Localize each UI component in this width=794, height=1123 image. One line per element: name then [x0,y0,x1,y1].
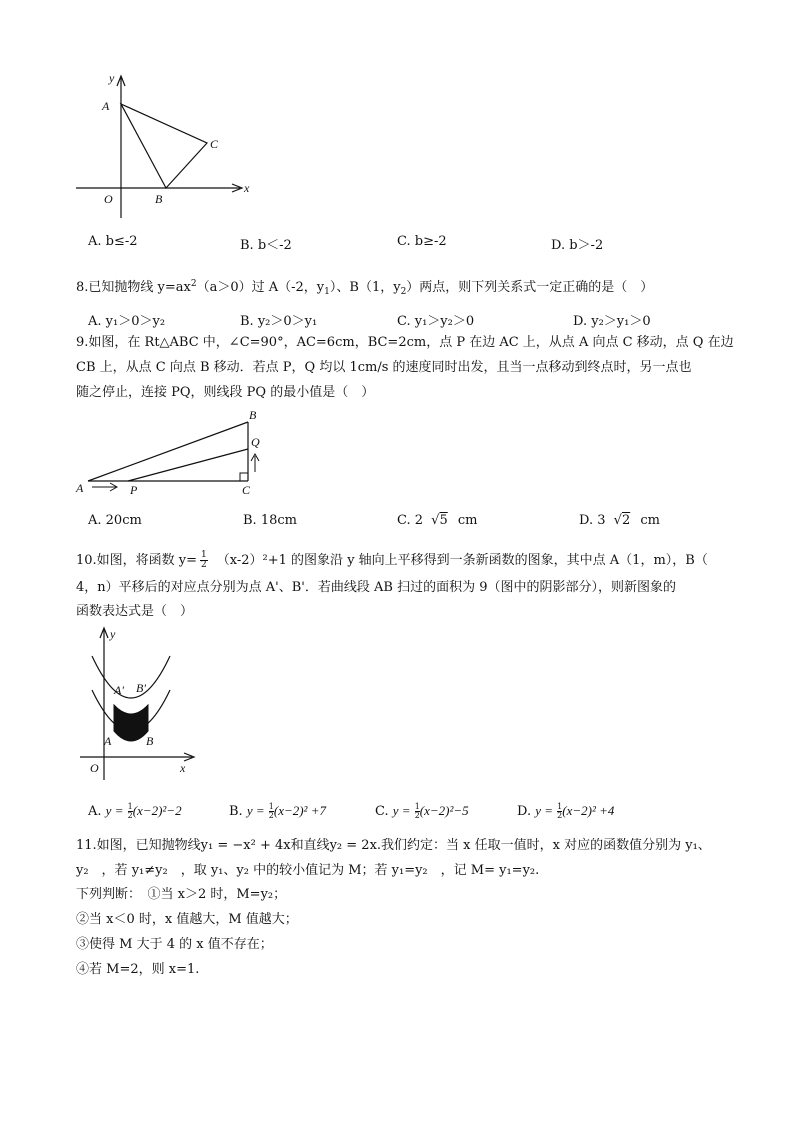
fig7-label-y: y [109,71,115,85]
q11-judgment-3: ③使得 M 大于 4 的 x 值不存在； [76,937,273,952]
q10-option-c-lhs: y = [392,803,411,818]
fig9-label-p: P [130,483,138,497]
q10-option-b-expr: (x−2)² +7 [273,803,326,818]
fig10-label-a: A [104,734,112,748]
q10-option-d-expr: (x−2)² +4 [562,803,615,818]
q9-option-c-sqrt: √5 [431,513,448,528]
fig10-label-y: y [110,627,116,641]
q8-stem-part-a: 8.已知抛物线 y=ax [76,280,191,295]
q8-stem-sub1: 1 [324,287,330,297]
q9-option-c-radicand: 5 [439,513,448,528]
q9-stem-line3: 随之停止，连接 PQ，则线段 PQ 的最小值是（ ） [76,385,375,400]
q10-option-a-frac-num: 1 [127,802,133,811]
q10-option-a-lhs: y = [105,803,124,818]
fig9-label-a: A [76,481,84,495]
q10-option-d-prefix: D. [517,804,532,819]
q9-option-d-radicand: 2 [621,513,631,528]
fig7-label-x: x [244,181,250,195]
q10-option-a[interactable] [88,803,182,820]
q11-stem-line3: 下列判断： ①当 x＞2 时，M=y₂； [76,887,287,902]
q10-frac-num: 1 [201,550,207,560]
q9-option-d-label: D. 3 [579,513,606,528]
q8-stem-sup: 2 [190,279,197,289]
fig9-label-c: C [242,483,251,497]
q8-stem-part-b: （a＞0）过 A（-2，y [196,280,325,295]
q10-option-b-frac-den: 2 [268,811,274,820]
q7-option-a[interactable]: A. b≤-2 [88,234,138,249]
q8-stem-part-c: ）、B（1，y [329,280,401,295]
q10-option-d-frac-den: 2 [557,811,563,820]
q11-judgment-2: ②当 x＜0 时，x 值越大，M 值越大； [76,912,298,927]
q10-option-a-frac-den: 2 [127,811,133,820]
q10-option-c[interactable] [375,803,469,820]
q9-option-b[interactable]: B. 18cm [243,513,297,528]
q9-stem-line2: CB 上，从点 C 向点 B 移动．若点 P，Q 均以 1cm/s 的速度同时出发，且当一点移动到终点时，另一点也 [76,360,692,375]
fig10-label-o: O [90,761,99,775]
q10-option-d-frac-num: 1 [557,802,563,811]
q8-stem-sub2: 2 [400,287,407,297]
q8-option-c[interactable]: C. y₁＞y₂＞0 [397,314,475,329]
q10-frac-den: 2 [201,560,207,570]
fig7-label-c: C [210,137,219,151]
q11-stem-line1: 11.如图，已知抛物线y₁ = −x² + 4x和直线y₂ = 2x.我们约定：当 x 任取一值时，x 对应的函数值分别为 y₁、 [76,838,711,853]
q9-option-c-label: C. 2 [397,513,424,528]
q11-stem-line2: y₂ ，若 y₁≠y₂ ，取 y₁、y₂ 中的较小值记为 M；若 y₁=y₂ ，记 M= y₁=y₂. [76,863,540,878]
fig7-label-a: A [102,99,110,113]
q10-option-b-frac-num: 1 [268,802,274,811]
fig9-label-b: B [249,408,257,422]
q7-option-c[interactable]: C. b≥-2 [397,234,447,249]
q10-option-d[interactable] [517,803,614,820]
q8-option-a[interactable]: A. y₁＞0＞y₂ [88,314,166,329]
fig9-label-q: Q [251,435,260,449]
fig10-label-b: B [146,734,154,748]
q10-stem-part-b: （x-2）²+1 的图象沿 y 轴向上平移得到一条新函数的图象，其中点 A（1，m），B（ [216,553,708,568]
fig10-shaded-region [114,705,148,741]
q10-option-a-prefix: A. [88,804,102,819]
q10-option-a-expr: (x−2)²−2 [132,803,182,818]
q8-option-b[interactable]: B. y₂＞0＞y₁ [240,314,318,329]
q10-option-c-expr: (x−2)²−5 [419,803,469,818]
q10-option-c-frac-num: 1 [414,802,420,811]
fig7-label-o: O [104,192,113,206]
q10-option-b-lhs: y = [246,803,265,818]
q10-option-c-prefix: C. [375,804,389,819]
q7-option-d[interactable]: D. b＞-2 [551,238,604,253]
fig10-label-a-prime: A' [114,683,124,697]
q10-stem-line2: 4，n）平移后的对应点分别为点 A'、B'．若曲线段 AB 扫过的面积为 9（图中的阴影部分），则新图象的 [76,580,676,595]
q7-option-b[interactable]: B. b＜-2 [240,238,292,253]
fig7-label-b: B [155,192,163,206]
q9-option-d-unit: cm [640,513,660,528]
q9-stem-line1: 9.如图，在 Rt△ABC 中，∠C=90°，AC=6cm，BC=2cm，点 P 在边 AC 上，从点 A 向点 C 移动，点 Q 在边 [76,335,734,350]
q10-option-c-frac-den: 2 [414,811,420,820]
q8-option-d[interactable]: D. y₂＞y₁＞0 [573,314,651,329]
fig10-label-b-prime: B' [136,681,146,695]
q10-stem-line3: 函数表达式是（ ） [76,604,194,619]
q10-option-d-lhs: y = [535,803,554,818]
fig10-label-x: x [180,761,186,775]
q9-option-a[interactable]: A. 20cm [88,513,142,528]
q9-option-d-sqrt: √2 [613,513,631,528]
q10-stem-part-a: 10.如图，将函数 y= [76,553,198,568]
q10-option-b[interactable] [229,803,326,820]
q9-option-c-unit: cm [457,513,478,528]
q10-option-b-prefix: B. [229,804,243,819]
q8-stem-part-d: ）两点，则下列关系式一定正确的是（ ） [406,280,654,295]
q11-judgment-4: ④若 M=2，则 x=1. [76,962,200,977]
